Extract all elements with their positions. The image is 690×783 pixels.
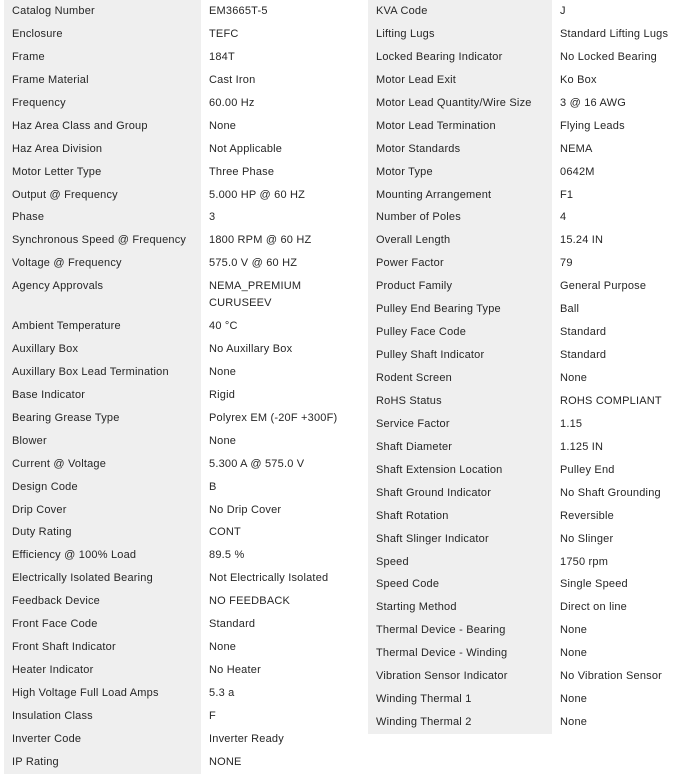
spec-label: Mounting Arrangement	[368, 184, 552, 207]
spec-value: 1800 RPM @ 60 HZ	[201, 229, 360, 252]
spec-value: No Vibration Sensor	[552, 665, 690, 688]
spec-label: Haz Area Class and Group	[4, 115, 201, 138]
spec-label: Output @ Frequency	[4, 184, 201, 207]
spec-label: Auxillary Box Lead Termination	[4, 361, 201, 384]
spec-row	[368, 573, 690, 596]
spec-row	[368, 688, 690, 711]
spec-row	[368, 505, 690, 528]
spec-label: Number of Poles	[368, 206, 552, 229]
spec-label: Pulley Shaft Indicator	[368, 344, 552, 367]
spec-label: Base Indicator	[4, 384, 201, 407]
spec-label: Ambient Temperature	[4, 315, 201, 338]
spec-row	[4, 613, 360, 636]
spec-value: CONT	[201, 521, 360, 544]
spec-row	[368, 184, 690, 207]
spec-label: Motor Lead Termination	[368, 115, 552, 138]
spec-value: Not Electrically Isolated	[201, 567, 360, 590]
spec-row	[4, 315, 360, 338]
spec-label: Voltage @ Frequency	[4, 252, 201, 275]
spec-value: EM3665T-5	[201, 0, 360, 23]
spec-value: TEFC	[201, 23, 360, 46]
spec-label: Thermal Device - Winding	[368, 642, 552, 665]
spec-row	[4, 275, 360, 315]
spec-value: No Locked Bearing	[552, 46, 690, 69]
spec-row	[368, 596, 690, 619]
spec-label: Pulley Face Code	[368, 321, 552, 344]
spec-row	[4, 728, 360, 751]
spec-value: 0642M	[552, 161, 690, 184]
spec-row	[4, 69, 360, 92]
spec-label: Current @ Voltage	[4, 453, 201, 476]
spec-row	[368, 413, 690, 436]
spec-row	[4, 206, 360, 229]
spec-label: Shaft Diameter	[368, 436, 552, 459]
spec-row	[4, 751, 360, 774]
spec-row	[4, 138, 360, 161]
spec-row	[368, 642, 690, 665]
spec-label: Electrically Isolated Bearing	[4, 567, 201, 590]
spec-value: None	[201, 430, 360, 453]
spec-value: None	[552, 711, 690, 734]
spec-row	[4, 46, 360, 69]
spec-row	[4, 544, 360, 567]
spec-value: None	[201, 115, 360, 138]
spec-row	[368, 115, 690, 138]
spec-label: Auxillary Box	[4, 338, 201, 361]
spec-row	[4, 636, 360, 659]
spec-label: Motor Standards	[368, 138, 552, 161]
spec-value: No Auxillary Box	[201, 338, 360, 361]
spec-label: Bearing Grease Type	[4, 407, 201, 430]
spec-value: 1750 rpm	[552, 551, 690, 574]
spec-label: Locked Bearing Indicator	[368, 46, 552, 69]
spec-value: Standard	[201, 613, 360, 636]
spec-row	[4, 659, 360, 682]
spec-value: Standard	[552, 321, 690, 344]
spec-value: 15.24 IN	[552, 229, 690, 252]
spec-row	[368, 298, 690, 321]
spec-value: Standard	[552, 344, 690, 367]
spec-label: Pulley End Bearing Type	[368, 298, 552, 321]
spec-row	[368, 161, 690, 184]
spec-label: Power Factor	[368, 252, 552, 275]
spec-label: Lifting Lugs	[368, 23, 552, 46]
spec-value: Rigid	[201, 384, 360, 407]
spec-value: Single Speed	[552, 573, 690, 596]
spec-value: 3	[201, 206, 360, 229]
spec-row	[4, 338, 360, 361]
spec-value: 40 °C	[201, 315, 360, 338]
spec-value: No Drip Cover	[201, 499, 360, 522]
spec-label: Motor Lead Quantity/Wire Size	[368, 92, 552, 115]
spec-label: Thermal Device - Bearing	[368, 619, 552, 642]
spec-value: 79	[552, 252, 690, 275]
spec-label: RoHS Status	[368, 390, 552, 413]
spec-value: J	[552, 0, 690, 23]
spec-value: 4	[552, 206, 690, 229]
spec-row	[4, 252, 360, 275]
spec-row	[368, 275, 690, 298]
spec-value: Flying Leads	[552, 115, 690, 138]
spec-label: Insulation Class	[4, 705, 201, 728]
spec-row	[368, 528, 690, 551]
spec-label: Drip Cover	[4, 499, 201, 522]
spec-label: Heater Indicator	[4, 659, 201, 682]
spec-value: 89.5 %	[201, 544, 360, 567]
spec-label: Frequency	[4, 92, 201, 115]
spec-label: Shaft Ground Indicator	[368, 482, 552, 505]
spec-row	[4, 361, 360, 384]
spec-label: Starting Method	[368, 596, 552, 619]
spec-value: Polyrex EM (-20F +300F)	[201, 407, 360, 430]
spec-row	[368, 229, 690, 252]
spec-value: F	[201, 705, 360, 728]
spec-value: None	[552, 619, 690, 642]
spec-label: Speed	[368, 551, 552, 574]
spec-row	[368, 390, 690, 413]
spec-label: Blower	[4, 430, 201, 453]
spec-row	[368, 665, 690, 688]
spec-label: Feedback Device	[4, 590, 201, 613]
spec-label: Motor Lead Exit	[368, 69, 552, 92]
spec-value: Inverter Ready	[201, 728, 360, 751]
spec-value: NO FEEDBACK	[201, 590, 360, 613]
spec-row	[4, 0, 360, 23]
spec-row	[4, 229, 360, 252]
spec-row	[368, 619, 690, 642]
spec-value: 5.300 A @ 575.0 V	[201, 453, 360, 476]
spec-label: Synchronous Speed @ Frequency	[4, 229, 201, 252]
spec-label: Winding Thermal 1	[368, 688, 552, 711]
spec-value: Cast Iron	[201, 69, 360, 92]
spec-row	[368, 23, 690, 46]
spec-row	[4, 682, 360, 705]
spec-row	[368, 69, 690, 92]
spec-row	[4, 430, 360, 453]
spec-row	[4, 499, 360, 522]
spec-value: None	[552, 688, 690, 711]
spec-row	[4, 590, 360, 613]
spec-row	[368, 711, 690, 734]
spec-value: NONE	[201, 751, 360, 774]
spec-row	[368, 482, 690, 505]
spec-row	[4, 184, 360, 207]
spec-label: Phase	[4, 206, 201, 229]
spec-row	[4, 115, 360, 138]
spec-value: Three Phase	[201, 161, 360, 184]
spec-value: NEMA	[552, 138, 690, 161]
spec-row	[4, 23, 360, 46]
spec-label: Duty Rating	[4, 521, 201, 544]
spec-table-left	[4, 0, 360, 774]
spec-value: 3 @ 16 AWG	[552, 92, 690, 115]
spec-value: None	[201, 361, 360, 384]
spec-row	[368, 252, 690, 275]
spec-label: IP Rating	[4, 751, 201, 774]
spec-value: Ball	[552, 298, 690, 321]
spec-value: Pulley End	[552, 459, 690, 482]
spec-label: KVA Code	[368, 0, 552, 23]
spec-row	[4, 476, 360, 499]
spec-value: None	[552, 367, 690, 390]
spec-value: 575.0 V @ 60 HZ	[201, 252, 360, 275]
spec-label: Inverter Code	[4, 728, 201, 751]
spec-row	[4, 705, 360, 728]
spec-label: Motor Type	[368, 161, 552, 184]
spec-label: Haz Area Division	[4, 138, 201, 161]
spec-value: 5.000 HP @ 60 HZ	[201, 184, 360, 207]
spec-row	[4, 521, 360, 544]
spec-value: No Slinger	[552, 528, 690, 551]
spec-value: 5.3 a	[201, 682, 360, 705]
spec-label: Shaft Extension Location	[368, 459, 552, 482]
spec-value: 1.125 IN	[552, 436, 690, 459]
spec-row	[368, 138, 690, 161]
spec-value: F1	[552, 184, 690, 207]
spec-value: 1.15	[552, 413, 690, 436]
spec-value: ROHS COMPLIANT	[552, 390, 690, 413]
spec-row	[368, 46, 690, 69]
spec-label: Efficiency @ 100% Load	[4, 544, 201, 567]
spec-value: Not Applicable	[201, 138, 360, 161]
spec-label: Front Shaft Indicator	[4, 636, 201, 659]
spec-label: Overall Length	[368, 229, 552, 252]
spec-row	[368, 344, 690, 367]
spec-value: Direct on line	[552, 596, 690, 619]
spec-row	[368, 367, 690, 390]
spec-label: Rodent Screen	[368, 367, 552, 390]
spec-value: B	[201, 476, 360, 499]
spec-label: Frame	[4, 46, 201, 69]
spec-value: Standard Lifting Lugs	[552, 23, 690, 46]
spec-value: None	[552, 642, 690, 665]
spec-row	[4, 567, 360, 590]
spec-value: 60.00 Hz	[201, 92, 360, 115]
spec-row	[4, 92, 360, 115]
spec-row	[368, 92, 690, 115]
spec-value: No Shaft Grounding	[552, 482, 690, 505]
spec-row	[368, 459, 690, 482]
spec-value: 184T	[201, 46, 360, 69]
spec-label: Agency Approvals	[4, 275, 201, 315]
spec-label: Motor Letter Type	[4, 161, 201, 184]
spec-label: Frame Material	[4, 69, 201, 92]
spec-label: Winding Thermal 2	[368, 711, 552, 734]
spec-row	[368, 206, 690, 229]
spec-label: Enclosure	[4, 23, 201, 46]
spec-row	[4, 161, 360, 184]
spec-value: None	[201, 636, 360, 659]
spec-label: Speed Code	[368, 573, 552, 596]
spec-row	[4, 384, 360, 407]
spec-row	[368, 321, 690, 344]
spec-row	[4, 407, 360, 430]
spec-value: Reversible	[552, 505, 690, 528]
spec-value: General Purpose	[552, 275, 690, 298]
spec-row	[368, 0, 690, 23]
spec-value: No Heater	[201, 659, 360, 682]
spec-row	[4, 453, 360, 476]
spec-label: Service Factor	[368, 413, 552, 436]
spec-label: Vibration Sensor Indicator	[368, 665, 552, 688]
spec-value: NEMA_PREMIUM CURUSEEV	[201, 275, 360, 315]
spec-row	[368, 551, 690, 574]
spec-label: Product Family	[368, 275, 552, 298]
spec-label: Shaft Slinger Indicator	[368, 528, 552, 551]
spec-label: Design Code	[4, 476, 201, 499]
spec-label: Front Face Code	[4, 613, 201, 636]
spec-label: Catalog Number	[4, 0, 201, 23]
spec-table-right	[368, 0, 690, 734]
spec-label: High Voltage Full Load Amps	[4, 682, 201, 705]
spec-row	[368, 436, 690, 459]
spec-value: Ko Box	[552, 69, 690, 92]
spec-label: Shaft Rotation	[368, 505, 552, 528]
